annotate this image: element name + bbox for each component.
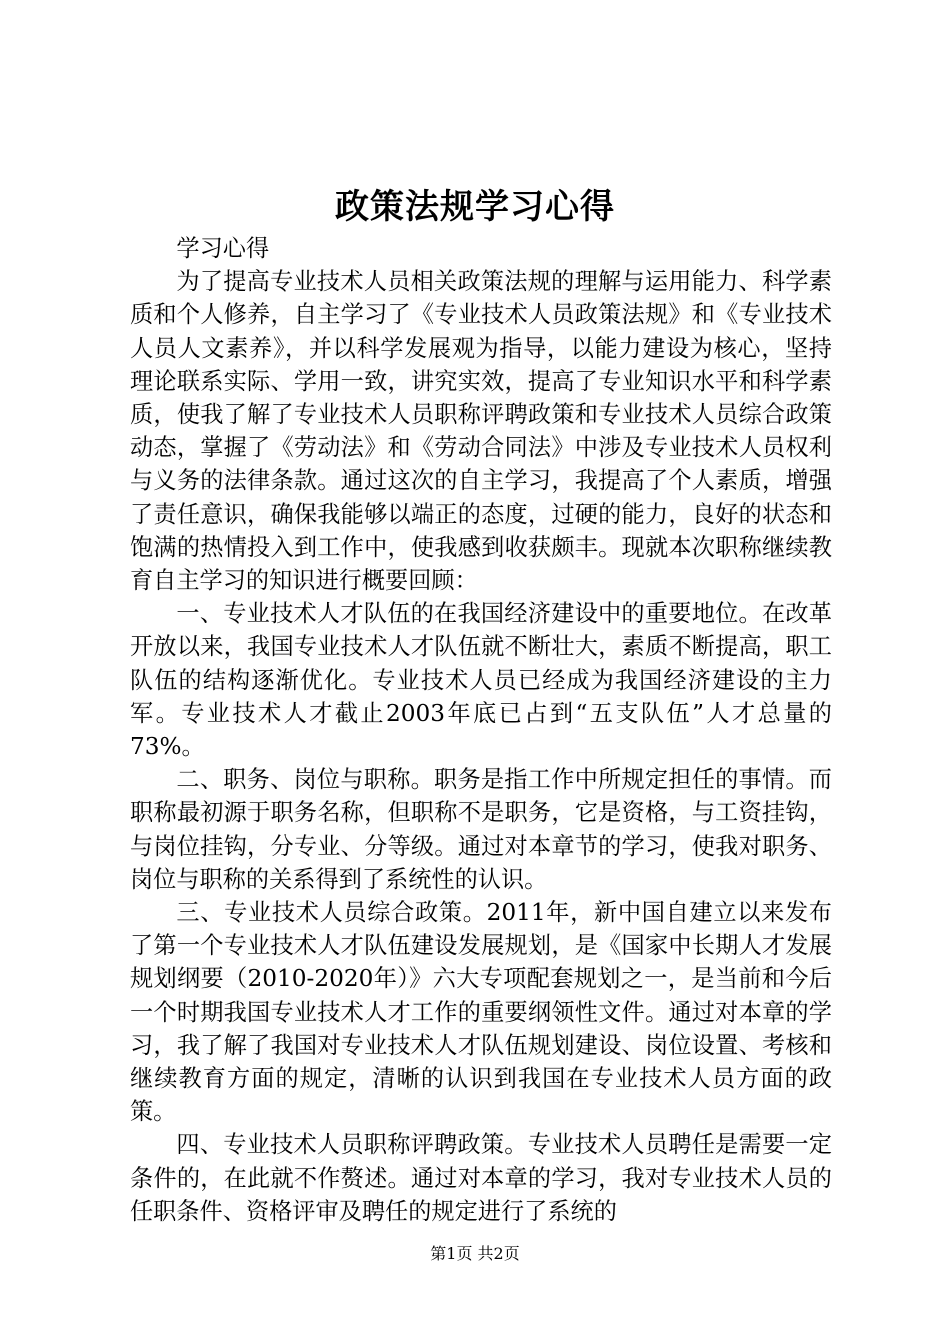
paragraph-section-1: 一、专业技术人才队伍的在我国经济建设中的重要地位。在改革开放以来，我国专业技术人才队伍就不断壮大，素质不断提高，职工队伍的结构逐渐优化。专业技术人员已经成为我国经济建设的主力军。专业技术人才截止2003年底已占到“五支队伍”人才总量的73%。 xyxy=(130,600,832,761)
page-number-footer: 第1页 共2页 xyxy=(430,1244,520,1263)
paragraph-section-4: 四、专业技术人员职称评聘政策。专业技术人员聘任是需要一定条件的，在此就不作赘述。通过对本章的学习，我对专业技术人员的任职条件、资格评审及聘任的规定进行了系统的 xyxy=(130,1131,832,1225)
document-body xyxy=(130,232,832,1228)
paragraph-section-2: 二、职务、岗位与职称。职务是指工作中所规定担任的事情。而职称最初源于职务名称，但职称不是职务，它是资格，与工资挂钩，与岗位挂钩，分专业、分等级。通过对本章节的学习，使我对职务、岗位与职称的关系得到了系统性的认识。 xyxy=(130,766,832,893)
document-title: 政策法规学习心得 xyxy=(335,187,615,227)
paragraph-section-3: 三、专业技术人员综合政策。2011年，新中国自建立以来发布了第一个专业技术人才队伍建设发展规划，是《国家中长期人才发展规划纲要（2010-2020年）》六大专项配套规划之一，是当前和今后一个时期我国专业技术人才工作的重要纲领性文件。通过对本章的学习，我了解了我国对专业技术人才队伍规划建设、岗位设置、考核和继续教育方面的规定，清晰的认识到我国在专业技术人员方面的政策。 xyxy=(130,899,832,1126)
paragraph-intro: 为了提高专业技术人员相关政策法规的理解与运用能力、科学素质和个人修养，自主学习了《专业技术人员政策法规》和《专业技术人员人文素养》，并以科学发展观为指导，以能力建设为核心，坚持理论联系实际、学用一致，讲究实效，提高了专业知识水平和科学素质，使我了解了专业技术人员职称评聘政策和专业技术人员综合政策动态，掌握了《劳动法》和《劳动合同法》中涉及专业技术人员权利与义务的法律条款。通过这次的自主学习，我提高了个人素质，增强了责任意识，确保我能够以端正的态度，过硬的能力，良好的状态和饱满的热情投入到工作中，使我感到收获颇丰。现就本次职称继续教育自主学习的知识进行概要回顾： xyxy=(130,268,832,595)
subheading: 学习心得 xyxy=(176,235,270,262)
